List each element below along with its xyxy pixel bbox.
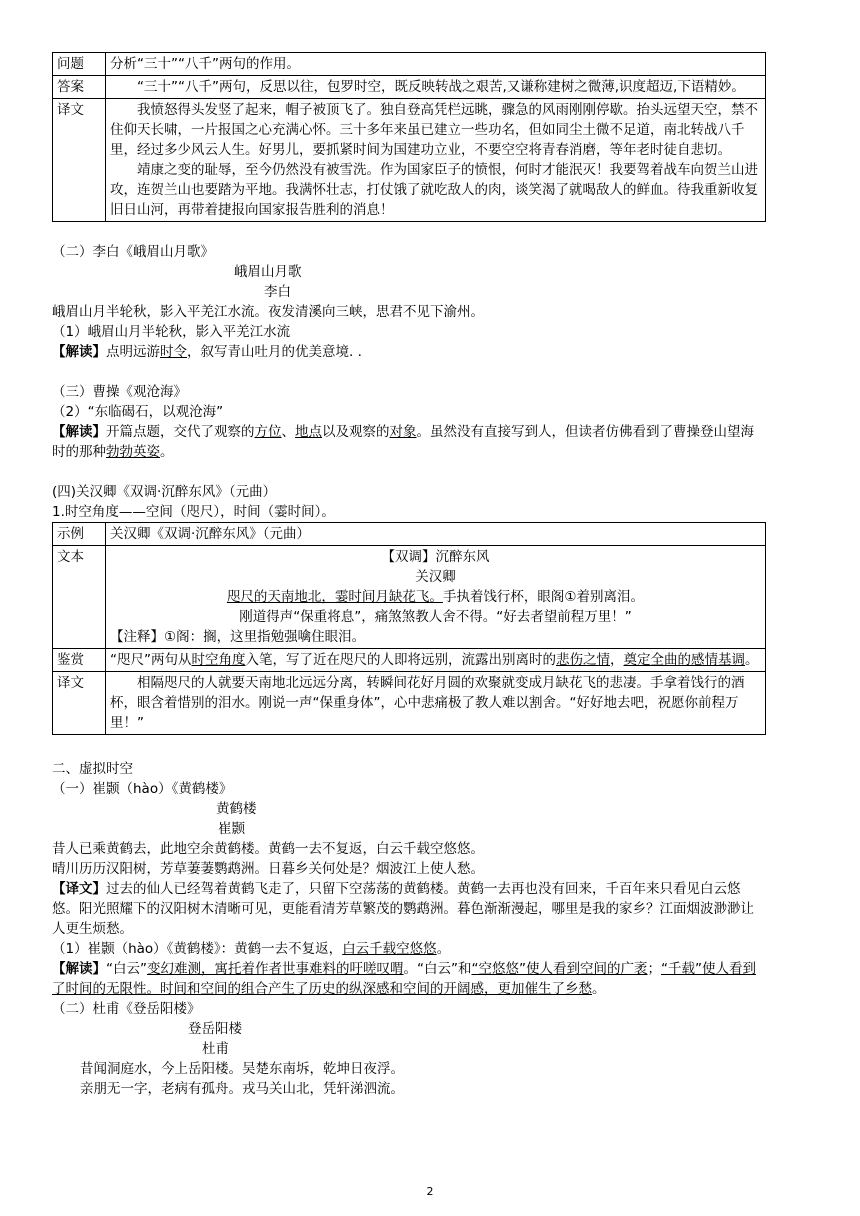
text-span: 。虽然没有直接写到人，但读者仿佛看到了曹操登山望海时的那种 <box>52 424 754 460</box>
row-header: 文本 <box>53 546 106 649</box>
section-heading: （二）李白《峨眉山月歌》 <box>52 244 214 260</box>
text-cell <box>106 546 766 649</box>
page-number: 2 <box>426 1185 434 1198</box>
section-heading: （一）崔颢（hào）《黄鹤楼》 <box>52 781 233 797</box>
appreciation-cell <box>106 649 766 672</box>
text-span: 过去的仙人已经驾着黄鹤飞走了，只留下空荡荡的黄鹤楼。黄鹤一去再也没有回来，千百年来只看见白云悠悠。阳光照耀下的汉阳树木清晰可见，更能看清芳草繁茂的鹦鹉洲。暮色渐渐漫起，哪里是我的家乡？江面烟波渺渺让人更生烦愁。 <box>52 881 754 937</box>
interpretation-tag: 【解读】 <box>52 424 106 440</box>
poem-line: 亲朋无一字，老病有孤舟。戎马关山北，凭轩涕泗流。 <box>80 1081 404 1097</box>
key-term: 时空角度 <box>191 652 246 668</box>
key-term: 勃勃英姿 <box>106 444 160 460</box>
text-span: 、 <box>281 424 295 440</box>
key-term: “空悠悠”使人看到空间的广袤 <box>471 961 648 977</box>
translation-cell: 相隔咫尺的人就要天南地北远远分离，转瞬间花好月圆的欢聚就变成月缺花飞的悲凄。手拿着饯行的酒杯，眼含着惜别的泪水。刚说一声“保重身体”，心中悲痛极了教人难以割舍。“好好地去吧，祝愿你前程万里！” <box>106 672 766 735</box>
poem-line: 昔闻洞庭水，今上岳阳楼。吴楚东南坼，乾坤日夜浮。 <box>80 1061 404 1077</box>
row-header: 问题 <box>53 53 106 76</box>
table-row <box>53 76 766 99</box>
section-heading: (四)关汉卿《双调·沉醉东风》（元曲） <box>52 484 277 500</box>
table-row <box>53 546 766 649</box>
interpretation-tag: 【解读】 <box>52 961 106 977</box>
key-term: “千载”使人看到了时间的无限性。时间和空间的组合产生了历史的纵深感和空间的开阔感，更加催生了乡愁 <box>52 961 756 997</box>
translation <box>52 879 766 939</box>
question-line: （2）“东临碣石，以观沧海” <box>52 404 224 420</box>
text-span: 开篇点题，交代了观察的 <box>106 424 255 440</box>
text-span: ； <box>647 961 661 977</box>
poem-title: 黄鹤楼 <box>216 801 257 817</box>
key-term: 地点 <box>295 424 322 440</box>
translation-tag: 【译文】 <box>52 881 106 897</box>
key-term: 悲伤之情 <box>556 652 610 668</box>
row-header: 示例 <box>53 523 106 546</box>
answer-cell: “三十”“八千”两句，反思以往，包罗时空，既反映转战之艰苦,又谦称建树之微薄,识度超迈,下语精妙。 <box>106 76 766 99</box>
text-span: “咫尺”两句从 <box>110 652 192 668</box>
text-span: 。“白云”和 <box>403 961 472 977</box>
text-span: “白云” <box>106 961 147 977</box>
section-heading: （二）杜甫《登岳阳楼》 <box>52 1001 201 1017</box>
table-row <box>53 99 766 222</box>
poem-author: 崔颢 <box>218 821 245 837</box>
text-span: 入笔，写了近在咫尺的人即将远别，流露出别离时的 <box>245 652 556 668</box>
row-header: 译文 <box>53 672 106 735</box>
row-header: 鉴赏 <box>53 649 106 672</box>
text-span: 以及观察的 <box>322 424 390 440</box>
example-cell: 关汉卿《双调·沉醉东风》（元曲） <box>106 523 766 546</box>
poem-author: 李白 <box>264 284 291 300</box>
question-line <box>52 939 766 959</box>
translation-paragraph: 我愤怒得头发竖了起来，帽子被顶飞了。独自登高凭栏远眺，骤急的风雨刚刚停歇。抬头远望天空，禁不住仰天长啸，一片报国之心充满心怀。三十多年来虽已建立一些功名，但如同尘土微不足道，南北转战八千里，经过多少风云人生。好男儿，要抓紧时间为国建功立业，不要空空将青春消磨，等年老时徒自悲切。 <box>110 102 758 158</box>
row-header: 答案 <box>53 76 106 99</box>
note: 【注释】①阁：搁，这里指勉强噙住眼泪。 <box>110 629 366 645</box>
document-page <box>52 52 766 1099</box>
table-row <box>53 649 766 672</box>
interpretation-tag: 【解读】 <box>52 344 106 360</box>
qu-author: 关汉卿 <box>415 569 456 585</box>
table-row <box>53 523 766 546</box>
poem-line: 昔人已乘黄鹤去，此地空余黄鹤楼。黄鹤一去不复返，白云千载空悠悠。 <box>52 841 484 857</box>
table-row <box>53 53 766 76</box>
qu-table <box>52 522 766 735</box>
text-span: （1）崔颢（hào）《黄鹤楼》：黄鹤一去不复返， <box>52 941 343 957</box>
part-heading: 二、虚拟时空 <box>52 761 133 777</box>
interpretation <box>52 342 766 362</box>
poem-author: 杜甫 <box>202 1041 229 1057</box>
row-header: 译文 <box>53 99 106 222</box>
table-row <box>53 672 766 735</box>
poem-text: 峨眉山月半轮秋，影入平羌江水流。夜发清溪向三峡，思君不见下渝州。 <box>52 304 484 320</box>
translation-cell <box>106 99 766 222</box>
section-heading: （三）曹操《观沧海》 <box>52 384 187 400</box>
key-line: 咫尺的天南地北，霎时间月缺花飞。 <box>226 589 443 605</box>
translation-paragraph: 靖康之变的耻辱，至今仍然没有被雪洗。作为国家臣子的愤恨，何时才能泯灭！我要驾着战车向贺兰山进攻，连贺兰山也要踏为平地。我满怀壮志，打仗饿了就吃敌人的肉，谈笑渴了就喝敌人的鲜血。待我重新收复旧日山河，再带着捷报向国家报告胜利的消息！ <box>110 162 758 218</box>
key-term: 对象 <box>389 424 417 440</box>
text-span: 手执着饯行杯，眼阁①着别离泪。 <box>442 589 645 605</box>
text-span: 。 <box>592 981 606 997</box>
key-term: 奠定全曲的感情基调 <box>623 652 745 668</box>
text-span: 。 <box>745 652 759 668</box>
poem-line: 晴川历历汉阳树，芳草萋萋鹦鹉洲。日暮乡关何处是？烟波江上使人愁。 <box>52 861 484 877</box>
text-span: ， <box>610 652 624 668</box>
key-line: 白云千载空悠悠 <box>342 941 437 957</box>
qu-line <box>110 587 761 607</box>
question-cell: 分析“三十”“八千”两句的作用。 <box>106 53 766 76</box>
key-term: 变幻难测，寓托着作者世事难料的吁嗟叹喟 <box>147 961 404 977</box>
poem-title: 峨眉山月歌 <box>234 264 302 280</box>
interpretation <box>52 422 766 462</box>
key-term: 时令 <box>160 344 187 360</box>
poem-title: 登岳阳楼 <box>188 1021 242 1037</box>
interpretation <box>52 959 766 999</box>
text-span: 。 <box>160 444 174 460</box>
key-term: 方位 <box>254 424 282 440</box>
sub-heading: 1.时空角度——空间（咫尺），时间（霎时间）。 <box>52 504 335 520</box>
qu-line: 刚道得声“保重将息”，痛煞煞教人舍不得。“好去者望前程万里！” <box>239 609 632 625</box>
text-span: 点明远游 <box>106 344 160 360</box>
text-span: 。 <box>436 941 451 957</box>
analysis-table <box>52 52 766 222</box>
text-span: ，叙写青山吐月的优美意境. . <box>187 344 362 360</box>
qu-title: 【双调】沉醉东风 <box>381 549 490 565</box>
question-line: （1）峨眉山月半轮秋，影入平羌江水流 <box>52 324 291 340</box>
